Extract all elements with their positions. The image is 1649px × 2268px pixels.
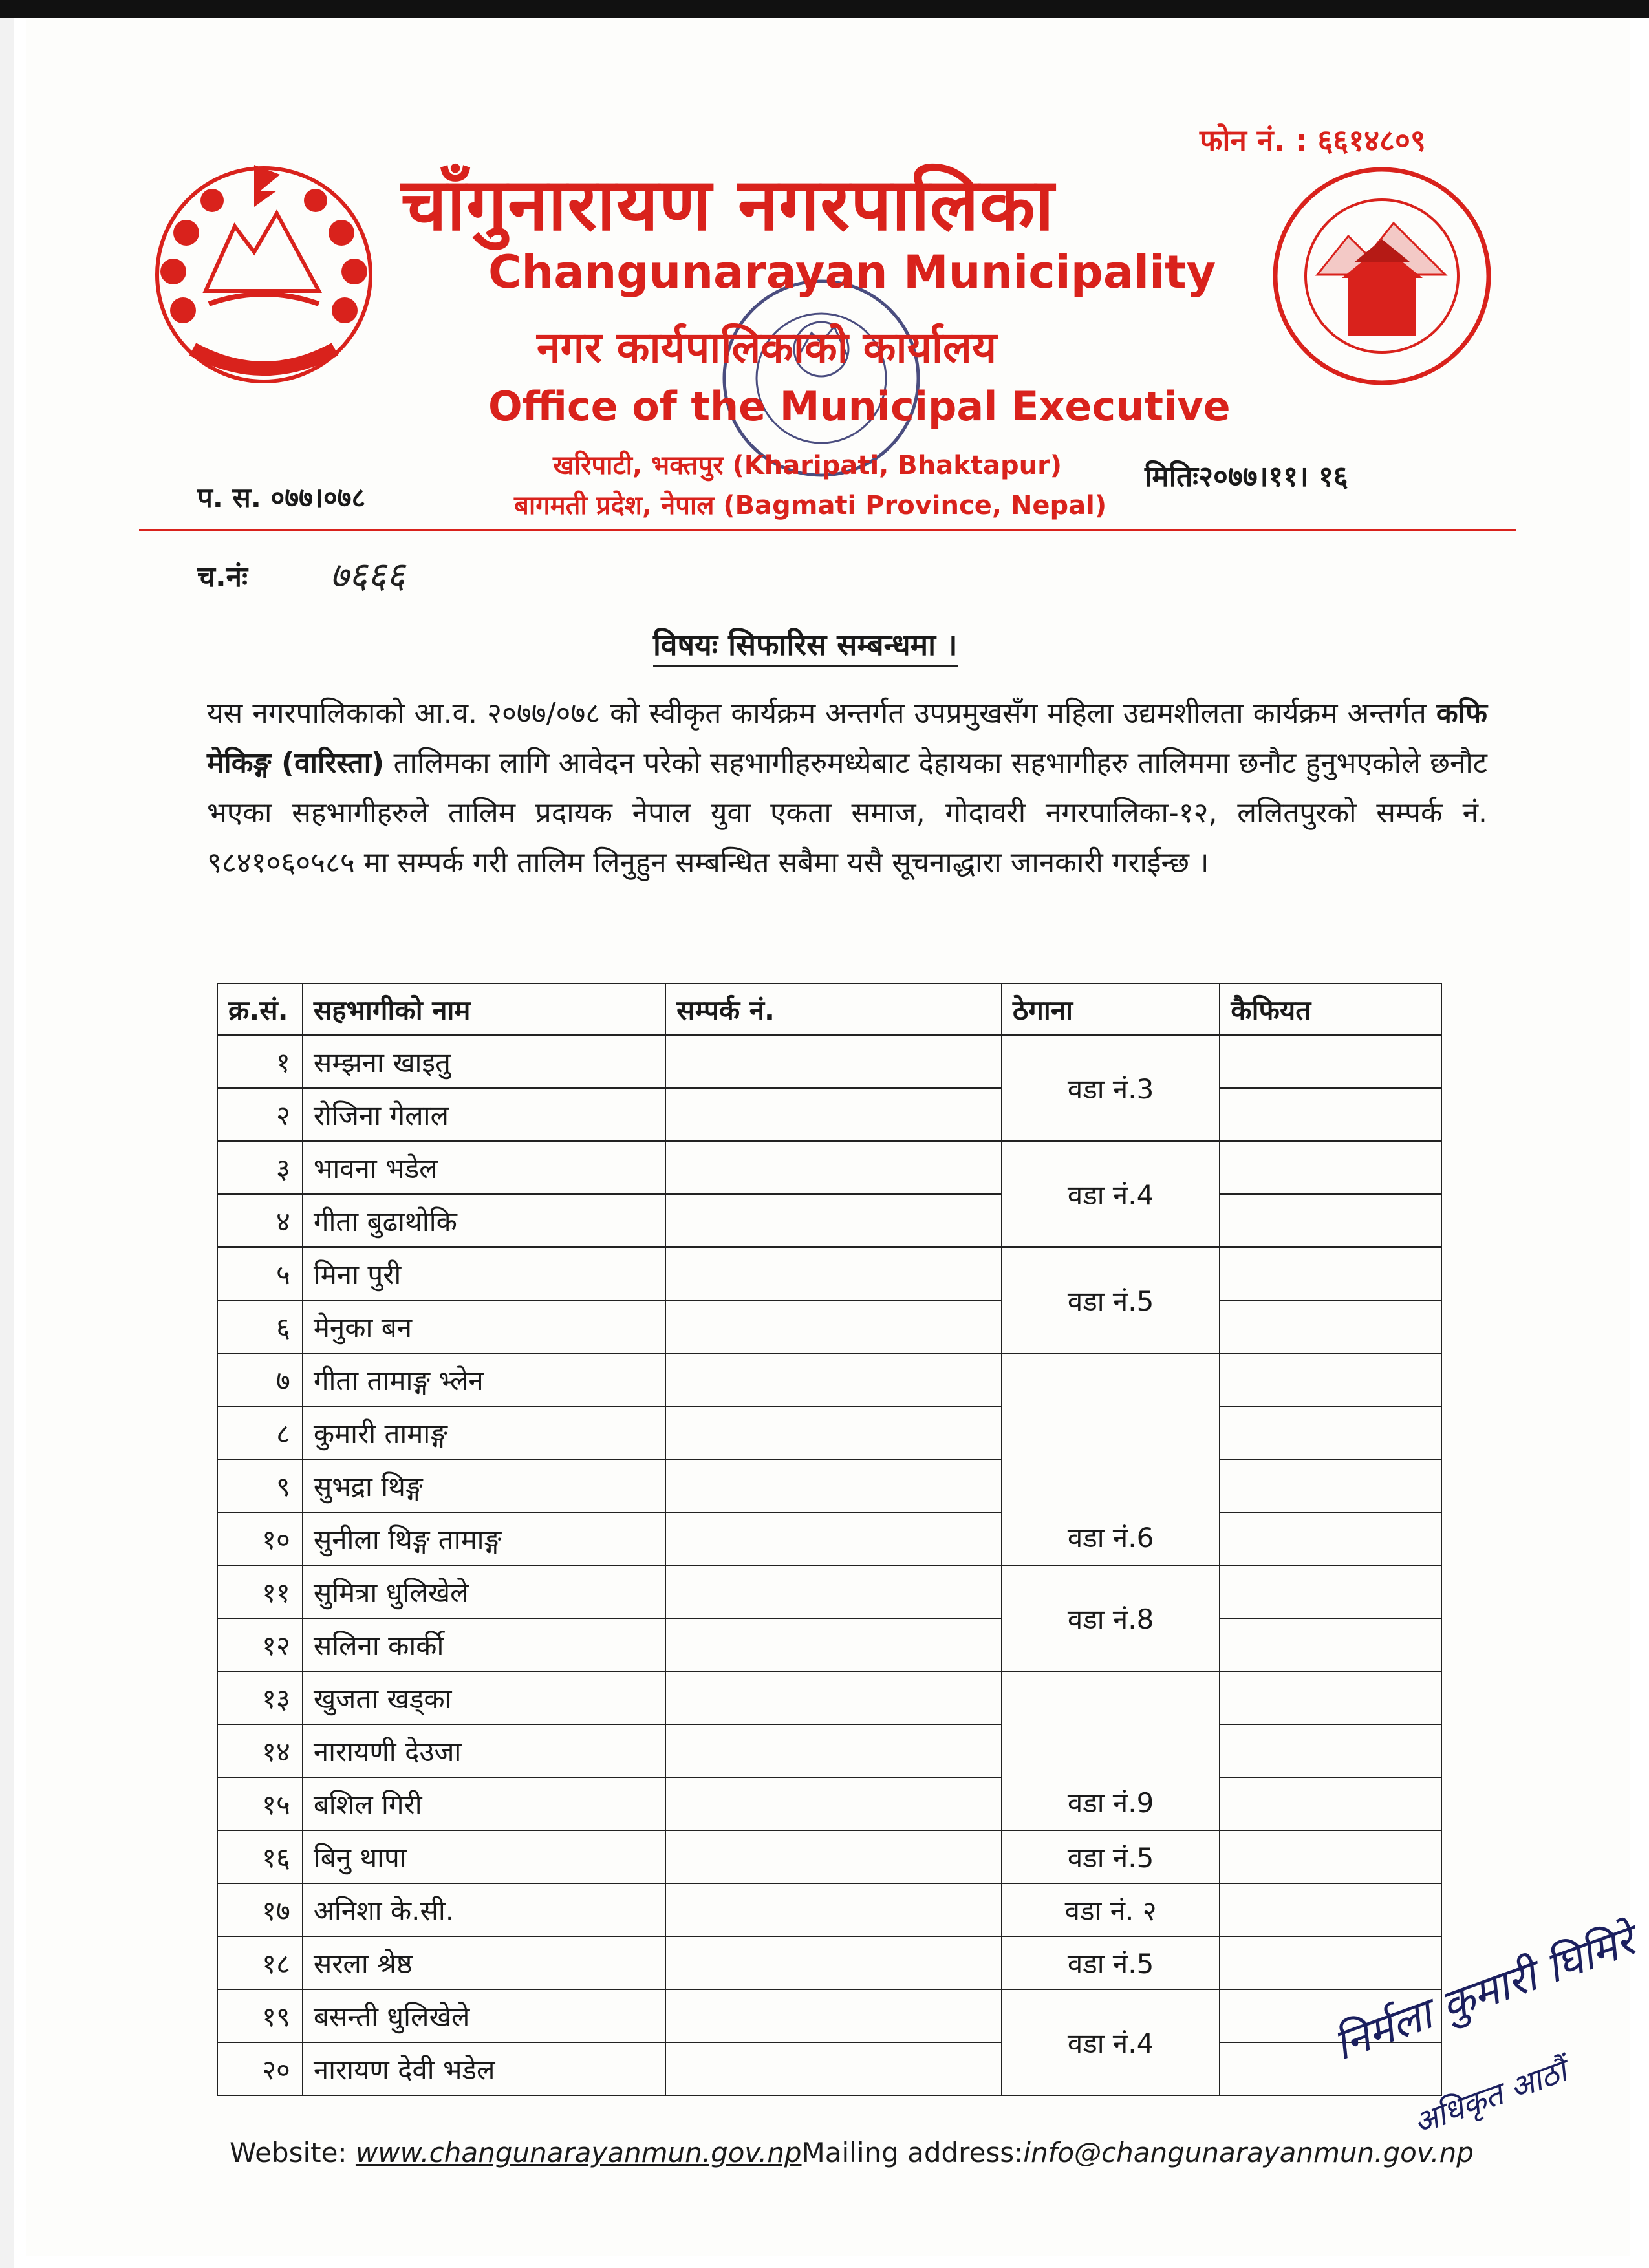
ward-cell: वडा नं.4 xyxy=(1002,1989,1220,2095)
serial-cell: ७ xyxy=(217,1353,303,1406)
header-divider xyxy=(139,529,1516,531)
ward-cell: वडा नं.4 xyxy=(1002,1141,1220,1247)
header-remarks: कैफियत xyxy=(1220,983,1441,1035)
table-row xyxy=(217,1724,1441,1777)
name-cell: सुनीला थिङ्ग तामाङ्ग xyxy=(303,1512,665,1565)
remark-cell xyxy=(1220,2042,1441,2095)
ward-cell: वडा नं.8 xyxy=(1002,1565,1220,1671)
table-row xyxy=(217,1936,1441,1989)
mail-address[interactable]: info@changunarayanmun.gov.np xyxy=(1023,2137,1474,2168)
remark-cell xyxy=(1220,1194,1441,1247)
serial-cell: १५ xyxy=(217,1777,303,1830)
name-cell: सुभद्रा थिङ्ग xyxy=(303,1459,665,1512)
contact-cell xyxy=(665,1883,1002,1936)
contact-cell xyxy=(665,1618,1002,1671)
municipality-title-nepali: चाँगुनारायण नगरपालिका xyxy=(401,163,1055,247)
remark-cell xyxy=(1220,1406,1441,1459)
serial-cell: १ xyxy=(217,1035,303,1088)
table-row xyxy=(217,1300,1441,1353)
serial-cell: ९ xyxy=(217,1459,303,1512)
ward-cell: वडा नं.5 xyxy=(1002,1830,1220,1883)
name-cell: बशिल गिरी xyxy=(303,1777,665,1830)
ward-cell: वडा नं.3 xyxy=(1002,1035,1220,1141)
table-row xyxy=(217,1883,1441,1936)
contact-cell xyxy=(665,1141,1002,1194)
header-contact: सम्पर्क नं. xyxy=(665,983,1002,1035)
serial-cell: १० xyxy=(217,1512,303,1565)
table-row xyxy=(217,1194,1441,1247)
table-row xyxy=(217,1353,1441,1406)
serial-cell: ६ xyxy=(217,1300,303,1353)
serial-cell: ३ xyxy=(217,1141,303,1194)
table-row xyxy=(217,1512,1441,1565)
table-row xyxy=(217,1830,1441,1883)
phone-number: फोन नं. : ६६१४८०९ xyxy=(1200,123,1426,158)
contact-cell xyxy=(665,1088,1002,1141)
contact-cell xyxy=(665,1035,1002,1088)
serial-cell: १७ xyxy=(217,1883,303,1936)
scan-edge-top xyxy=(0,0,1649,18)
name-cell: मेनुका बन xyxy=(303,1300,665,1353)
body-text-part-1: यस नगरपालिकाको आ.व. २०७७/०७८ को स्वीकृत कार्यक्रम अन्तर्गत उपप्रमुखसँग महिला उद्यमशीलता कार्यक्रम अन्तर्गत xyxy=(207,697,1436,730)
ward-cell: वडा नं.5 xyxy=(1002,1936,1220,1989)
remark-cell xyxy=(1220,1883,1441,1936)
address-line-2: बागमती प्रदेश, नेपाल (Bagmati Province, Nepal) xyxy=(514,491,1107,520)
contact-cell xyxy=(665,1512,1002,1565)
name-cell: सलिना कार्की xyxy=(303,1618,665,1671)
contact-cell xyxy=(665,1459,1002,1512)
name-cell: सरला श्रेष्ठ xyxy=(303,1936,665,1989)
contact-cell xyxy=(665,1830,1002,1883)
office-title-english: Office of the Municipal Executive xyxy=(488,383,1231,430)
letter-body xyxy=(207,689,1487,888)
municipality-title-english: Changunarayan Municipality xyxy=(488,246,1216,299)
name-cell: नारायण देवी भडेल xyxy=(303,2042,665,2095)
table-header-row xyxy=(217,983,1441,1035)
contact-cell xyxy=(665,1406,1002,1459)
table-row xyxy=(217,1671,1441,1724)
body-text-part-2: तालिमका लागि आवेदन परेको सहभागीहरुमध्येबाट देहायका सहभागीहरु तालिममा छनौट हुनुभएकोले छनौट भएका सहभागीहरुले तालिम प्रदायक नेपाल युवा एकता समाज, गोदावरी नगरपालिका-१२, ललितपुरको सम्पर्क नं. ९८४१०६०५८५ मा सम्पर्क गरी तालिम लिनुहुन सम्बन्धित सबैमा यसै सूचनाद्धारा जानकारी गराईन्छ । xyxy=(207,747,1487,879)
contact-cell xyxy=(665,1247,1002,1300)
contact-cell xyxy=(665,1936,1002,1989)
scan-edge xyxy=(0,0,14,2268)
website-link[interactable]: www.changunarayanmun.gov.np xyxy=(355,2137,802,2168)
contact-cell xyxy=(665,1724,1002,1777)
serial-cell: १९ xyxy=(217,1989,303,2042)
serial-cell: १२ xyxy=(217,1618,303,1671)
remark-cell xyxy=(1220,1777,1441,1830)
name-cell: नारायणी देउजा xyxy=(303,1724,665,1777)
header-name: सहभागीको नाम xyxy=(303,983,665,1035)
name-cell: गीता बुढाथोकि xyxy=(303,1194,665,1247)
table-row xyxy=(217,1989,1441,2042)
ward-cell: वडा नं.5 xyxy=(1002,1247,1220,1353)
contact-cell xyxy=(665,1565,1002,1618)
table-row xyxy=(217,1777,1441,1830)
signature: निर्मला कुमारी घिमिरे xyxy=(1327,1915,1641,2070)
contact-cell xyxy=(665,2042,1002,2095)
letter-subject: विषयः सिफारिस सम्बन्धमा । xyxy=(653,624,958,667)
remark-cell xyxy=(1220,1936,1441,1989)
header-serial: क्र.सं. xyxy=(217,983,303,1035)
remark-cell xyxy=(1220,1088,1441,1141)
dispatch-number-label: च.नंः xyxy=(197,561,248,594)
table-row xyxy=(217,1141,1441,1194)
address-line-1: खरिपाटी, भक्तपुर (Kharipati, Bhaktapur) xyxy=(553,451,1062,480)
signatory-title: अधिकृत आठौं xyxy=(1408,2053,1572,2142)
contact-cell xyxy=(665,1671,1002,1724)
table-row xyxy=(217,1565,1441,1618)
remark-cell xyxy=(1220,1035,1441,1088)
name-cell: अनिशा के.सी. xyxy=(303,1883,665,1936)
contact-cell xyxy=(665,1194,1002,1247)
serial-cell: १६ xyxy=(217,1830,303,1883)
contact-cell xyxy=(665,1300,1002,1353)
name-cell: गीता तामाङ्ग भ्लेन xyxy=(303,1353,665,1406)
table-row xyxy=(217,2042,1441,2095)
remark-cell xyxy=(1220,1830,1441,1883)
header-address: ठेगाना xyxy=(1002,983,1220,1035)
ward-cell: वडा नं.9 xyxy=(1002,1671,1220,1830)
table-row xyxy=(217,1406,1441,1459)
serial-cell: ४ xyxy=(217,1194,303,1247)
contact-cell xyxy=(665,1989,1002,2042)
remark-cell xyxy=(1220,1671,1441,1724)
remark-cell xyxy=(1220,1300,1441,1353)
serial-cell: १८ xyxy=(217,1936,303,1989)
table-row xyxy=(217,1618,1441,1671)
table-row xyxy=(217,1088,1441,1141)
serial-cell: १४ xyxy=(217,1724,303,1777)
name-cell: कुमारी तामाङ्ग xyxy=(303,1406,665,1459)
footer xyxy=(230,2137,1474,2168)
table-row xyxy=(217,1035,1441,1088)
name-cell: सुमित्रा धुलिखेले xyxy=(303,1565,665,1618)
remark-cell xyxy=(1220,1459,1441,1512)
name-cell: भावना भडेल xyxy=(303,1141,665,1194)
ward-cell: वडा नं.6 xyxy=(1002,1353,1220,1565)
serial-cell: २ xyxy=(217,1088,303,1141)
name-cell: बिनु थापा xyxy=(303,1830,665,1883)
table-row xyxy=(217,1459,1441,1512)
participants-table xyxy=(217,983,1442,2096)
mail-label: Mailing address: xyxy=(801,2137,1024,2168)
name-cell: बसन्ती धुलिखेले xyxy=(303,1989,665,2042)
name-cell: खुजता खड्का xyxy=(303,1671,665,1724)
website-label: Website: xyxy=(230,2137,356,2168)
serial-cell: २० xyxy=(217,2042,303,2095)
letter-date: मितिः२०७७।११। १६ xyxy=(1145,460,1348,493)
remark-cell xyxy=(1220,1353,1441,1406)
remark-cell xyxy=(1220,1141,1441,1194)
serial-cell: ८ xyxy=(217,1406,303,1459)
remark-cell xyxy=(1220,1512,1441,1565)
body-program-name: कफि मेकिङ्ग (वारिस्ता) xyxy=(207,697,1487,780)
municipality-seal-icon xyxy=(1271,165,1494,388)
remark-cell xyxy=(1220,1724,1441,1777)
name-cell: मिना पुरी xyxy=(303,1247,665,1300)
office-title-nepali: नगर कार्यपालिकाको कार्यालय xyxy=(537,323,997,372)
letter-reference-number: प. स. ०७७।०७८ xyxy=(197,482,366,513)
serial-cell: १३ xyxy=(217,1671,303,1724)
serial-cell: ११ xyxy=(217,1565,303,1618)
serial-cell: ५ xyxy=(217,1247,303,1300)
remark-cell xyxy=(1220,1247,1441,1300)
nepal-emblem-icon xyxy=(147,155,380,388)
remark-cell xyxy=(1220,1565,1441,1618)
contact-cell xyxy=(665,1353,1002,1406)
contact-cell xyxy=(665,1777,1002,1830)
name-cell: सम्झना खाइतु xyxy=(303,1035,665,1088)
table-row xyxy=(217,1247,1441,1300)
remark-cell xyxy=(1220,1618,1441,1671)
dispatch-number-handwritten: ७६६६ xyxy=(330,555,405,597)
ward-cell: वडा नं. २ xyxy=(1002,1883,1220,1936)
name-cell: रोजिना गेलाल xyxy=(303,1088,665,1141)
